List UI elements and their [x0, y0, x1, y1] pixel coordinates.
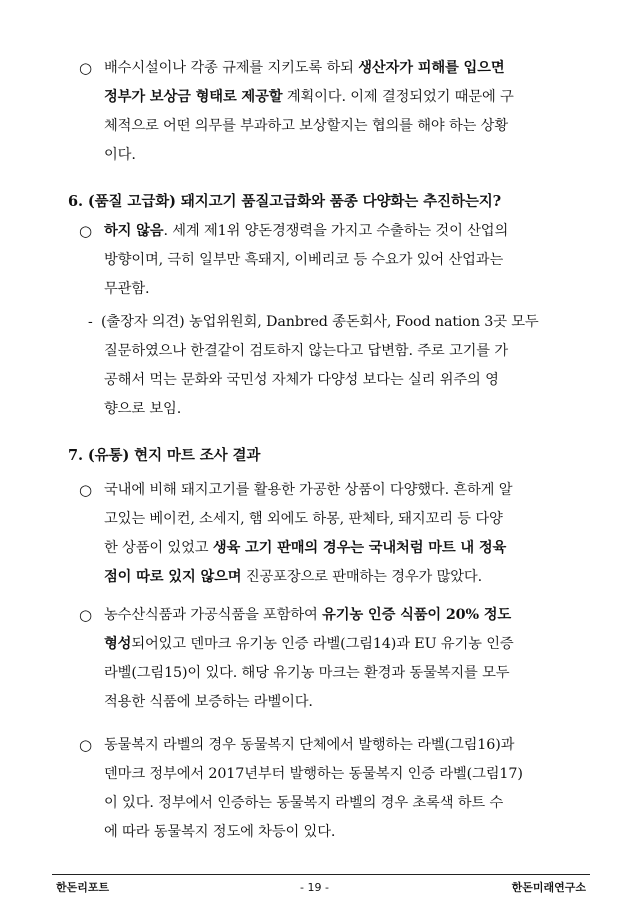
text-line: 고있는 베이컨, 소세지, 햄 외에도 하몽, 판체타, 돼지꼬리 등 다양	[104, 511, 503, 527]
text-line: 동물복지 라벨의 경우 동물복지 단체에서 발행하는 라벨(그림16)과	[104, 737, 515, 753]
circle-bullet-icon: ○	[79, 222, 93, 240]
text-line: 이다.	[104, 147, 136, 163]
text-line: 이 있다. 정부에서 인증하는 동물복지 라벨의 경우 초록색 하트 수	[104, 795, 504, 811]
page-number: - 19 -	[300, 881, 329, 894]
text-line: 방향이며, 극히 일부만 흑돼지, 이베리코 등 수요가 있어 산업과는	[104, 252, 504, 268]
text-line: 한 상품이 있었고 생육 고기 판매의 경우는 국내처럼 마트 내 정육	[104, 540, 507, 556]
footer-institute-name: 한돈미래연구소	[511, 881, 586, 894]
text-line: 체적으로 어떤 의무를 부과하고 보상할지는 협의를 해야 하는 상황	[104, 118, 508, 134]
text-line: 농수산식품과 가공식품을 포함하여 유기농 인증 식품이 20% 정도	[104, 607, 512, 623]
text-line: 에 따라 동물복지 정도에 차등이 있다.	[104, 824, 336, 840]
text-line: (출장자 의견) 농업위원회, Danbred 종돈회사, Food nation 3곳 모두	[101, 314, 539, 330]
circle-bullet-icon: ○	[79, 481, 93, 499]
text-line: 형성되어있고 덴마크 유기농 인증 라벨(그림14)과 EU 유기농 인증	[104, 636, 514, 652]
circle-bullet-icon: ○	[79, 736, 93, 754]
footer-report-name: 한돈리포트	[56, 881, 110, 894]
text-line: 무관함.	[104, 281, 150, 297]
dash-bullet-icon: -	[88, 314, 93, 330]
text-line: 공해서 먹는 문화와 국민성 자체가 다양성 보다는 실리 위주의 영	[104, 372, 499, 388]
text-line: 덴마크 정부에서 2017년부터 발행하는 동물복지 인증 라벨(그림17)	[104, 766, 523, 782]
text-line: 국내에 비해 돼지고기를 활용한 가공한 상품이 다양했다. 흔하게 알	[104, 482, 513, 498]
text-line: 라벨(그림15)이 있다. 해당 유기농 마크는 환경과 동물복지를 모두	[104, 665, 510, 681]
text-line: 향으로 보임.	[104, 401, 182, 417]
circle-bullet-icon: ○	[79, 606, 93, 624]
section-heading-distribution: 7. (유통) 현지 마트 조사 결과	[68, 447, 261, 464]
section-heading-quality: 6. (품질 고급화) 돼지고기 품질고급화와 품종 다양화는 추진하는지?	[68, 193, 502, 210]
text-line: 점이 따로 있지 않으며 진공포장으로 판매하는 경우가 많았다.	[104, 569, 482, 585]
text-line: 질문하였으나 한결같이 검토하지 않는다고 답변함. 주로 고기를 가	[104, 343, 508, 359]
text-line: 배수시설이나 각종 규제를 지키도록 하되 생산자가 피해를 입으면	[104, 60, 505, 76]
text-line: 정부가 보상금 형태로 제공할 계획이다. 이제 결정되었기 때문에 구	[104, 89, 514, 105]
footer-divider	[52, 874, 590, 875]
circle-bullet-icon: ○	[79, 59, 93, 77]
text-line: 하지 않음. 세계 제1위 양돈경쟁력을 가지고 수출하는 것이 산업의	[104, 223, 509, 239]
text-line: 적용한 식품에 보증하는 라벨이다.	[104, 694, 313, 710]
